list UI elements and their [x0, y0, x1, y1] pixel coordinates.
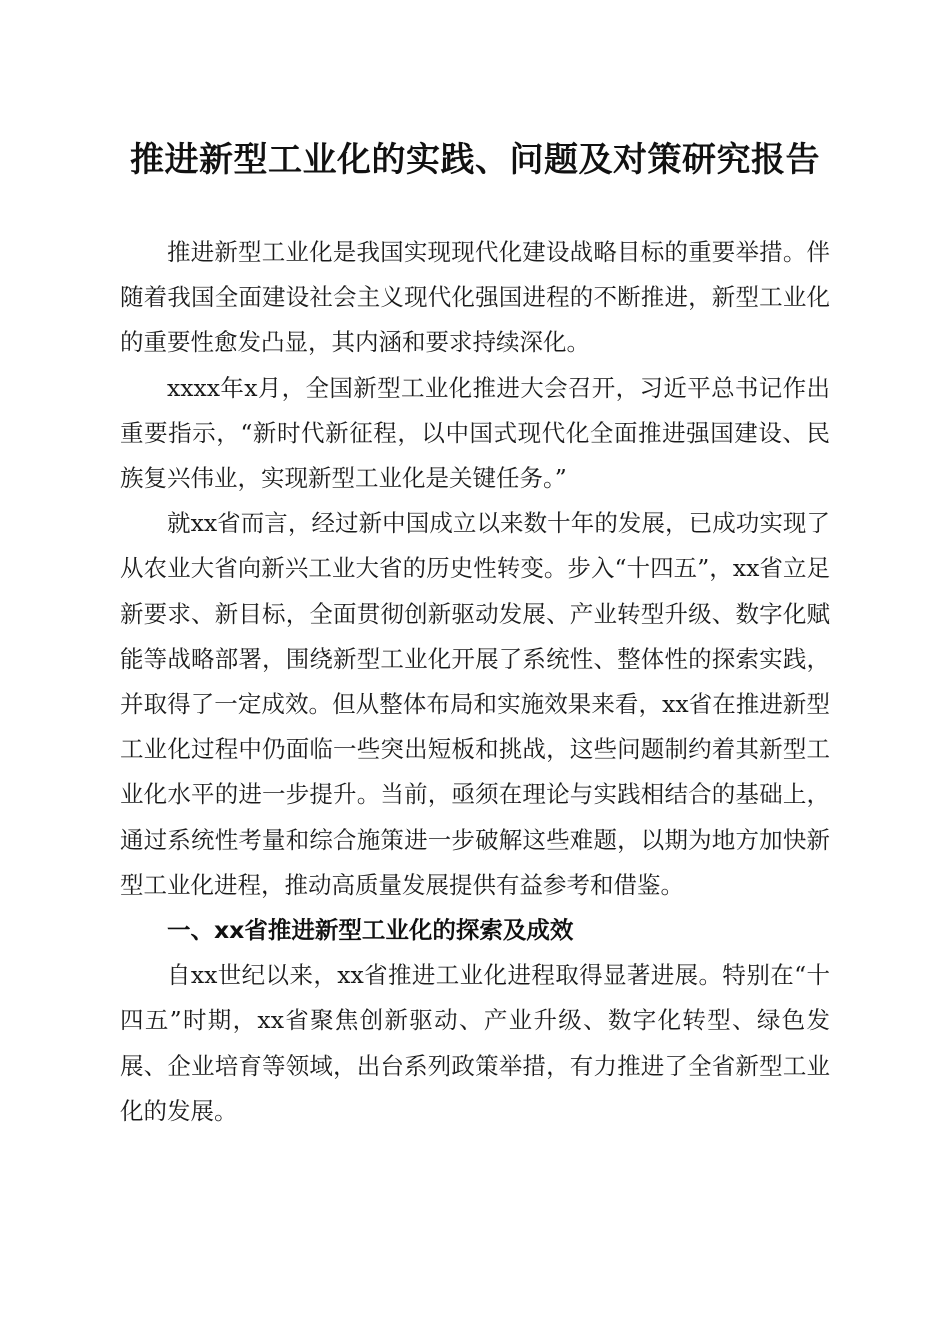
document-title: 推进新型工业化的实践、问题及对策研究报告	[130, 140, 820, 180]
section-heading-1: 一、xx省推进新型工业化的探索及成效	[167, 916, 574, 945]
paragraph-province-overview: 就xx省而言，经过新中国成立以来数十年的发展，已成功实现了从农业大省向新兴工业大省的历史性转变。步入“十四五”，xx省立足新要求、新目标，全面贯彻创新驱动发展、产业转型升级、数字化赋能等战略部署，围绕新型工业化开展了系统性、整体性的探索实践，并取得了一定成效。但从整体布局和实施效果来看，xx省在推进新型工业化过程中仍面临一些突出短板和挑战，这些问题制约着其新型工业化水平的进一步提升。当前，亟须在理论与实践相结合的基础上，通过系统性考量和综合施策进一步破解这些难题，以期为地方加快新型工业化进程，推动高质量发展提供有益参考和借鉴。	[120, 509, 830, 899]
document-body	[120, 230, 830, 1134]
paragraph-conference: xxxx年x月，全国新型工业化推进大会召开，习近平总书记作出重要指示，“新时代新征程，以中国式现代化全面推进强国建设、民族复兴伟业，实现新型工业化是关键任务。”	[120, 373, 830, 493]
paragraph-section-1: 自xx世纪以来，xx省推进工业化进程取得显著进展。特别在“十四五”时期，xx省聚焦创新驱动、产业升级、数字化转型、绿色发展、企业培育等领域，出台系列政策举措，有力推进了全省新型工业化的发展。	[120, 961, 830, 1125]
paragraph-intro: 推进新型工业化是我国实现现代化建设战略目标的重要举措。伴随着我国全面建设社会主义现代化强国进程的不断推进，新型工业化的重要性愈发凸显，其内涵和要求持续深化。	[120, 238, 830, 357]
